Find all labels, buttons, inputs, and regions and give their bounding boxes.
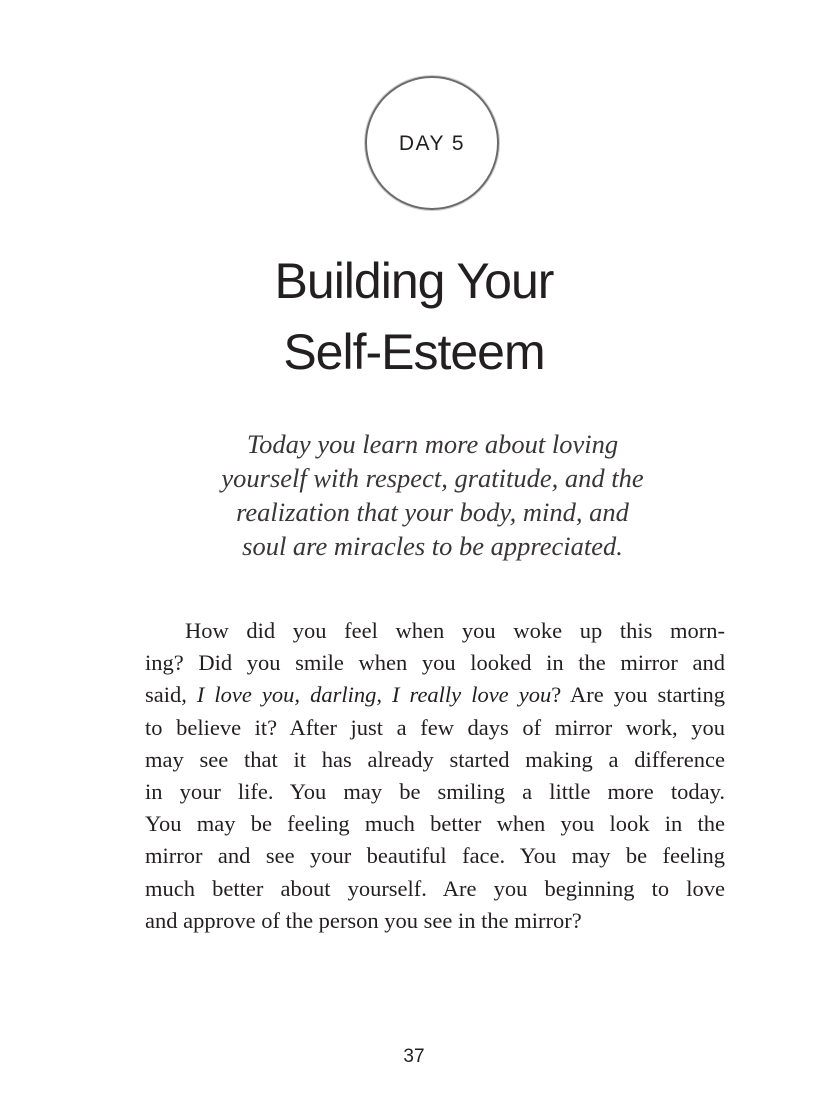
body-line: may see that it has already started making a difference [145, 746, 725, 772]
day-badge [365, 76, 499, 210]
body-line: mirror and see your beautiful face. You may be feeling [145, 843, 725, 869]
body-text-fragment: said, [145, 682, 197, 708]
body-line: How did you feel when you woke up this morn- [185, 618, 725, 643]
day-label: DAY 5 [398, 132, 466, 155]
body-line: much better about yourself. Are you beginning to love [145, 875, 725, 901]
body-line: You may be feeling much better when you look in the [145, 811, 725, 837]
intro-line: realization that your body, mind, and [236, 497, 629, 527]
intro-line: yourself with respect, gratitude, and the [221, 463, 644, 493]
body-paragraph [145, 615, 725, 937]
page-number: 37 [403, 1046, 425, 1067]
chapter-title-line-1: Building Your [274, 253, 554, 309]
body-text-fragment: ? Are you starting [551, 682, 725, 708]
body-line: ing? Did you smile when you looked in the mirror and [145, 650, 725, 676]
body-line: to believe it? After just a few days of mirror work, you [145, 714, 725, 740]
chapter-intro [150, 427, 715, 563]
body-line: in your life. You may be smiling a little more today. [145, 779, 725, 805]
body-line: and approve of the person you see in the mirror? [145, 907, 582, 933]
intro-line: soul are miracles to be appreciated. [242, 531, 623, 561]
mirror-affirmation: I love you, darling, I really love you [196, 682, 552, 708]
chapter-title-line-2: Self-Esteem [283, 324, 545, 380]
chapter-title [0, 246, 828, 388]
intro-line: Today you learn more about loving [246, 429, 619, 459]
body-line [145, 679, 725, 711]
